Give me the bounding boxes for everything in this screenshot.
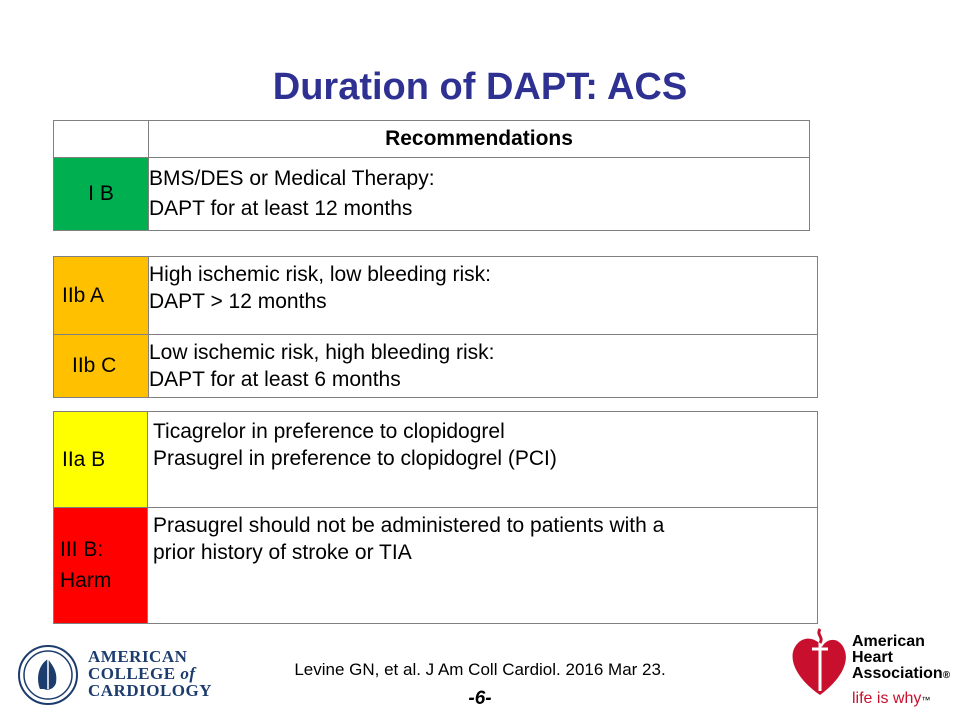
aha-logo-word: Association: [852, 665, 943, 682]
acc-logo-line: AMERICAN: [88, 647, 188, 666]
trademark-mark: ™: [921, 695, 931, 705]
recommendation-line: High ischemic risk, low bleeding risk:: [149, 263, 491, 286]
header-blank-cell: [54, 121, 149, 158]
aha-logo-line: Heart: [852, 649, 893, 666]
recommendation-cell: [148, 412, 818, 508]
table-row: [54, 412, 818, 508]
recommendation-line: Ticagrelor in preference to clopidogrel: [153, 420, 505, 443]
recommendation-cell: [149, 335, 818, 398]
recommendations-header: Recommendations: [149, 121, 810, 158]
table-row: [54, 257, 818, 335]
recommendation-table-class-i: [53, 120, 810, 231]
recommendation-line: DAPT for at least 12 months: [149, 197, 413, 220]
table-header-row: [54, 121, 810, 158]
table-row: [54, 158, 810, 231]
aha-heart-torch-icon: [790, 625, 860, 710]
acc-logo-line: CARDIOLOGY: [88, 681, 213, 700]
class-cell: I B: [54, 158, 149, 231]
page-title: Duration of DAPT: ACS: [272, 66, 688, 108]
recommendation-cell: [149, 257, 818, 335]
recommendation-table-class-iib: [53, 256, 818, 398]
aha-tagline-text: life is why: [852, 690, 922, 707]
recommendation-line: BMS/DES or Medical Therapy:: [149, 166, 435, 190]
acc-logo-of: of: [180, 664, 196, 683]
recommendation-line: Prasugrel should not be administered to patients with a: [153, 514, 665, 537]
recommendation-line: Prasugrel in preference to clopidogrel (PCI): [153, 447, 557, 471]
recommendation-line: DAPT for at least 6 months: [149, 368, 401, 391]
class-cell: IIa B: [54, 412, 148, 508]
recommendation-cell: [149, 158, 810, 231]
class-cell: IIb A: [54, 257, 149, 335]
citation: Levine GN, et al. J Am Coll Cardiol. 2016 Mar 23.: [294, 660, 666, 679]
recommendation-table-class-iia-iii: [53, 411, 818, 624]
class-line: Harm: [60, 568, 112, 592]
recommendation-line: prior history of stroke or TIA: [153, 541, 412, 565]
page-number: -6-: [468, 688, 492, 709]
registered-mark: ®: [942, 670, 951, 681]
aha-logo-line: [852, 666, 950, 684]
class-cell: [54, 508, 148, 624]
recommendation-line: DAPT > 12 months: [149, 290, 327, 314]
acc-logo-word: COLLEGE: [88, 664, 176, 683]
aha-logo-line: American: [852, 633, 925, 650]
recommendation-cell: [148, 508, 818, 624]
recommendation-line: Low ischemic risk, high bleeding risk:: [149, 340, 495, 364]
aha-tagline: [852, 690, 930, 708]
class-cell: IIb C: [54, 335, 149, 398]
class-line: III B:: [60, 538, 104, 562]
table-row: [54, 335, 818, 398]
aha-logo-text: [852, 634, 950, 684]
table-row: [54, 508, 818, 624]
